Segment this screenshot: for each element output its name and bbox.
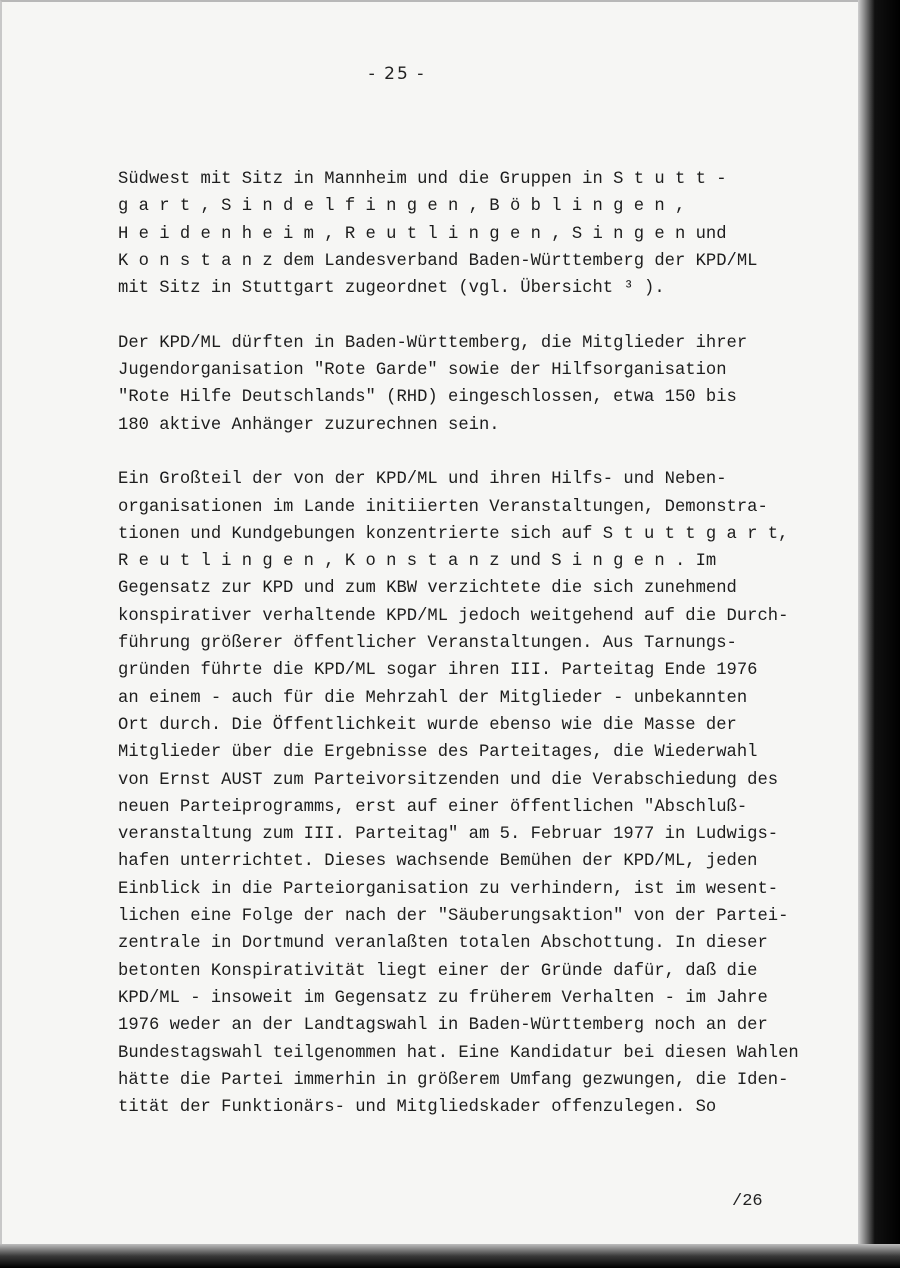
paragraph-1 [118,166,848,302]
text-line: hafen unterrichtet. Dieses wachsende Bemühen der KPD/ML, jeden [118,852,758,872]
text-line: von Ernst AUST zum Parteivorsitzenden und die Verabschiedung des [118,770,779,790]
text-line: betonten Konspirativität liegt einer der Gründe dafür, daß die [118,961,758,981]
text-line: Bundestagswahl teilgenommen hat. Eine Kandidatur bei diesen Wahlen [118,1043,799,1063]
text-line: K o n s t a n z dem Landesverband Baden-Württemberg der KPD/ML [118,251,758,271]
continuation-marker: /26 [732,1192,763,1211]
text-line: Ein Großteil der von der KPD/ML und ihren Hilfs- und Neben- [118,470,727,490]
scan-edge-shadow [858,0,900,1268]
text-line: zentrale in Dortmund veranlaßten totalen Abschottung. In dieser [118,934,768,954]
text-line: führung größerer öffentlicher Veranstaltungen. Aus Tarnungs- [118,634,737,654]
scan-bottom-shadow [0,1244,900,1268]
text-line: konspirativer verhaltende KPD/ML jedoch weitgehend auf die Durch- [118,606,789,626]
text-line: organisationen im Lande initiierten Veranstaltungen, Demonstra- [118,497,768,517]
text-line: hätte die Partei immerhin in größerem Umfang gezwungen, die Iden- [118,1070,789,1090]
text-line: g a r t , S i n d e l f i n g e n , B ö b l i n g e n , [118,197,686,217]
text-line: H e i d e n h e i m , R e u t l i n g e n , S i n g e n und [118,224,727,244]
text-line: 180 aktive Anhänger zuzurechnen sein. [118,415,500,435]
text-line: veranstaltung zum III. Parteitag" am 5. Februar 1977 in Ludwigs- [118,825,779,845]
text-line: Gegensatz zur KPD und zum KBW verzichtete die sich zunehmend [118,579,737,599]
text-line: tität der Funktionärs- und Mitgliedskader offenzulegen. So [118,1098,717,1118]
text-line: R e u t l i n g e n , K o n s t a n z und S i n g e n . Im [118,552,717,572]
text-line: an einem - auch für die Mehrzahl der Mitglieder - unbekannten [118,688,748,708]
paragraph-2 [118,330,848,439]
page-number: - 25 - [368,64,426,84]
text-line: gründen führte die KPD/ML sogar ihren III. Parteitag Ende 1976 [118,661,758,681]
text-line: Einblick in die Parteiorganisation zu verhindern, ist im wesent- [118,879,779,899]
text-line: 1976 weder an der Landtagswahl in Baden-Württemberg noch an der [118,1016,768,1036]
text-line: Jugendorganisation "Rote Garde" sowie der Hilfsorganisation [118,361,727,381]
text-line: Ort durch. Die Öffentlichkeit wurde ebenso wie die Masse der [118,715,737,735]
text-line: KPD/ML - insoweit im Gegensatz zu früherem Verhalten - im Jahre [118,988,768,1008]
body-text [118,166,848,1121]
text-line: Der KPD/ML dürften in Baden-Württemberg, die Mitglieder ihrer [118,333,748,353]
text-line: tionen und Kundgebungen konzentrierte sich auf S t u t t g a r t, [118,524,789,544]
text-line: lichen eine Folge der nach der "Säuberungsaktion" von der Partei- [118,907,789,927]
text-line: Südwest mit Sitz in Mannheim und die Gruppen in S t u t t - [118,170,727,189]
text-line: mit Sitz in Stuttgart zugeordnet (vgl. Übersicht ³ ). [118,279,665,299]
text-line: "Rote Hilfe Deutschlands" (RHD) eingeschlossen, etwa 150 bis [118,388,737,408]
paragraph-3 [118,466,848,1121]
text-line: neuen Parteiprogramms, erst auf einer öffentlichen "Abschluß- [118,797,748,817]
text-line: Mitglieder über die Ergebnisse des Parteitages, die Wiederwahl [118,743,758,763]
